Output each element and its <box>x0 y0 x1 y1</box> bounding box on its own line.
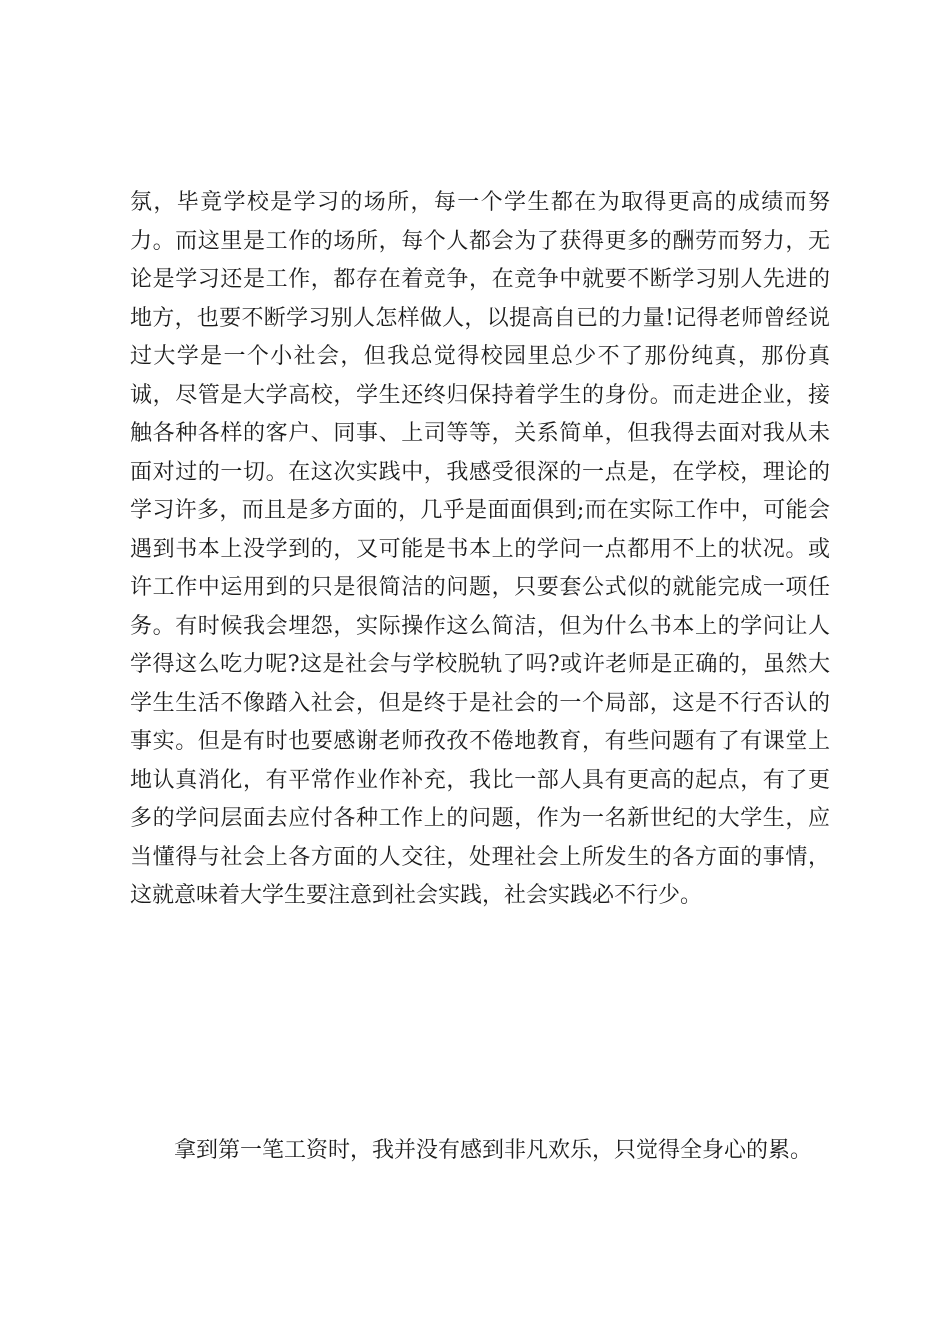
paragraph-line: 务。有时候我会埋怨，实际操作这么简洁，但为什么书本上的学问让人 <box>130 613 830 639</box>
paragraph-line: 力。而这里是工作的场所，每个人都会为了获得更多的酬劳而努力，无 <box>130 228 830 254</box>
paragraph-line: 地方，也要不断学习别人怎样做人，以提高自已的力量!记得老师曾经说 <box>130 305 830 331</box>
paragraph-line: 这就意味着大学生要注意到社会实践，社会实践必不行少。 <box>130 883 703 908</box>
paragraph-line: 当懂得与社会上各方面的人交往，处理社会上所发生的各方面的事情， <box>130 844 830 870</box>
paragraph-line: 过大学是一个小社会，但我总觉得校园里总少不了那份纯真，那份真 <box>130 344 830 369</box>
paragraph-line: 氛，毕竟学校是学习的场所，每一个学生都在为取得更高的成绩而努 <box>130 190 830 215</box>
paragraph-2 <box>130 1132 830 1171</box>
paragraph-line: 事实。但是有时也要感谢老师孜孜不倦地教育，有些问题有了有课堂上 <box>130 729 830 754</box>
paragraph-line: 遇到书本上没学到的，又可能是书本上的学问一点都用不上的状况。或 <box>130 536 830 562</box>
paragraph-line: 论是学习还是工作，都存在着竞争，在竞争中就要不断学习别人先进的 <box>130 267 830 292</box>
paragraph-1 <box>130 184 830 916</box>
paragraph-line: 触各种各样的客户、同事、上司等等，关系简单，但我得去面对我从未 <box>130 421 830 446</box>
paragraph-line: 学习许多，而且是多方面的，几乎是面面俱到;而在实际工作中，可能会 <box>130 498 830 523</box>
paragraph-line: 诚，尽管是大学高校，学生还终归保持着学生的身份。而走进企业，接 <box>130 382 830 408</box>
paragraph-line: 拿到第一笔工资时，我并没有感到非凡欢乐，只觉得全身心的累。 <box>174 1138 813 1163</box>
paragraph-line: 面对过的一切。在这次实践中，我感受很深的一点是，在学校，理论的 <box>130 459 830 485</box>
paragraph-line: 学生生活不像踏入社会，但是终于是社会的一个局部，这是不行否认的 <box>130 690 830 716</box>
paragraph-line: 许工作中运用到的只是很简洁的问题，只要套公式似的就能完成一项任 <box>130 575 830 600</box>
paragraph-line: 多的学问层面去应付各种工作上的问题，作为一名新世纪的大学生，应 <box>130 806 830 831</box>
paragraph-line: 学得这么吃力呢?这是社会与学校脱轨了吗?或许老师是正确的，虽然大 <box>130 652 830 677</box>
paragraph-line: 地认真消化，有平常作业作补充，我比一部人具有更高的起点，有了更 <box>130 767 830 793</box>
